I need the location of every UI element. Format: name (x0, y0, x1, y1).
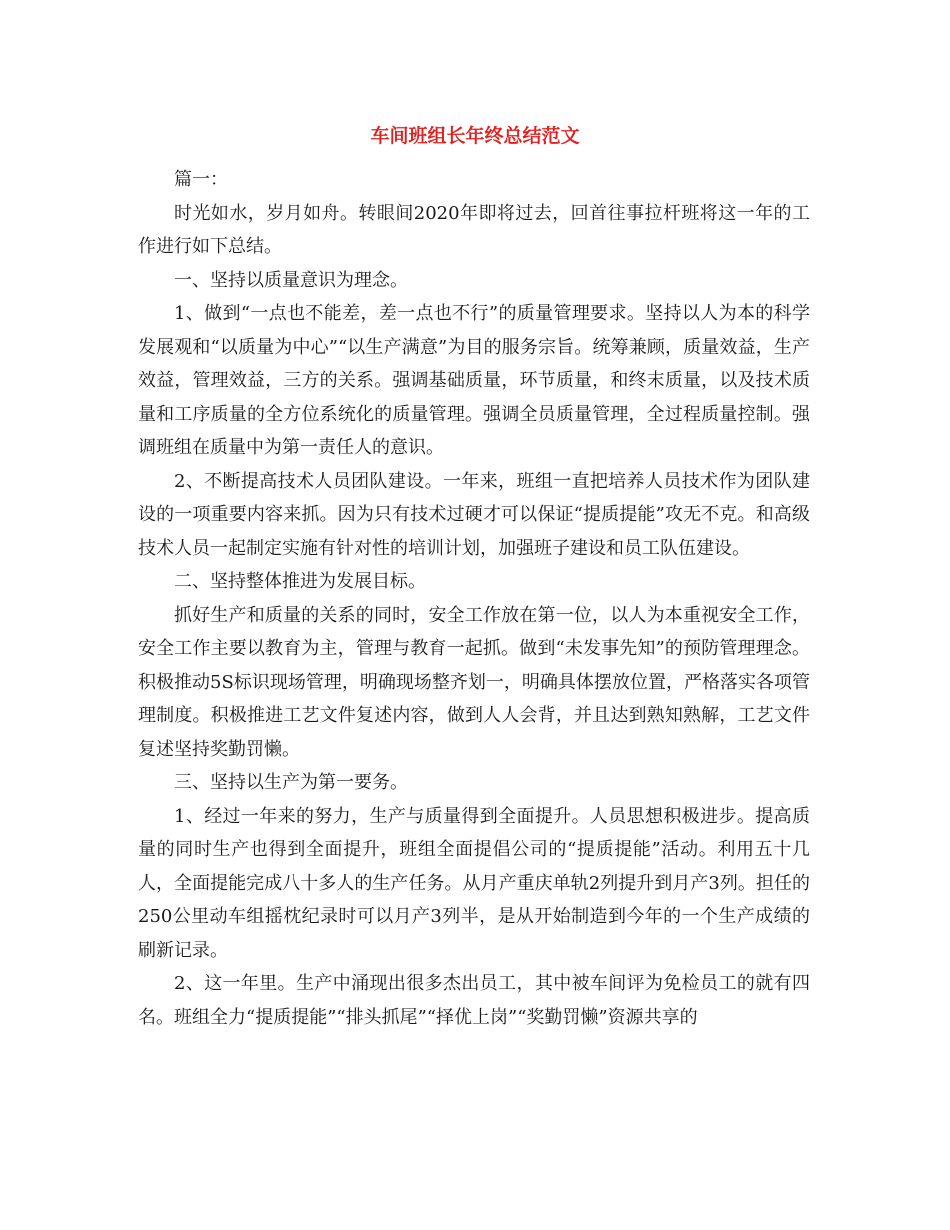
paragraph: 二、坚持整体推进为发展目标。 (174, 571, 426, 592)
paragraph: 抓好生产和质量的关系的同时，安全工作放在第一位，以人为本重视安全工作，安全工作主要以教育为主，管理与教育一起抓。做到“未发事先知”的预防管理理念。积极推动5S标识现场管理，明确现场整齐划一，明确具体摆放位置，严格落实各项管理制度。积极推进工艺文件复述内容，做到人人会背，并且达到熟知熟解，工艺文件复述坚持奖勤罚懒。 (138, 604, 810, 760)
paragraph: 时光如水，岁月如舟。转眼间2020年即将过去，回首往事拉杆班将这一年的工作进行如下总结。 (138, 202, 810, 257)
paragraph: 1、经过一年来的努力，生产与质量得到全面提升。人员思想积极进步。提高质量的同时生产也得到全面提升，班组全面提倡公司的“提质提能”活动。利用五十几人，全面提能完成八十多人的生产任务。从月产重庆单轨2列提升到月产3列。担任的250公里动车组摇枕纪录时可以月产3列半，是从开始制造到今年的一个生产成绩的刷新记录。 (138, 805, 810, 961)
paragraph: 2、不断提高技术人员团队建设。一年来，班组一直把培养人员技术作为团队建设的一项重要内容来抓。因为只有技术过硬才可以保证“提质提能”攻无不克。和高级技术人员一起制定实施有针对性的培训计划，加强班子建设和员工队伍建设。 (138, 470, 810, 559)
document-body (138, 163, 810, 1034)
paragraph: 篇一： (174, 169, 228, 190)
paragraph: 1、做到“一点也不能差，差一点也不行”的质量管理要求。坚持以人为本的科学发展观和“以质量为中心”“以生产满意”为目的服务宗旨。统筹兼顾，质量效益，生产效益，管理效益，三方的关系。强调基础质量，环节质量，和终末质量，以及技术质量和工序质量的全方位系统化的质量管理。强调全员质量管理，全过程质量控制。强调班组在质量中为第一责任人的意识。 (138, 303, 810, 458)
document-title: 车间班组长年终总结范文 (370, 125, 580, 147)
paragraph: 一、坚持以质量意识为理念。 (174, 269, 408, 291)
paragraph: 三、坚持以生产为第一要务。 (174, 772, 408, 793)
paragraph: 2、这一年里。生产中涌现出很多杰出员工，其中被车间评为免检员工的就有四名。班组全力“提质提能”“排头抓尾”“择优上岗”“奖勤罚懒”资源共享的 (138, 973, 810, 1028)
